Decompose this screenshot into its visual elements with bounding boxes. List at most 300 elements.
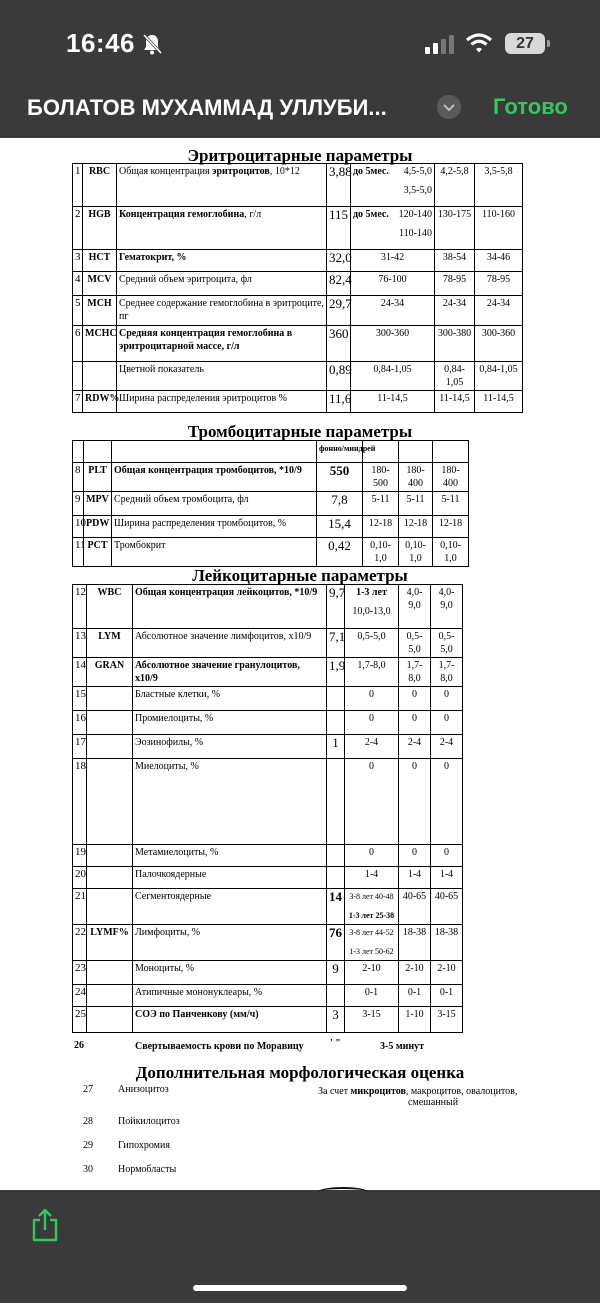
ref-range-3: 0 (431, 711, 463, 735)
ref-range-2: 0-1 (399, 985, 431, 1007)
ref-range-text: 0,10-1,0 (370, 540, 391, 564)
param-code: MCV (83, 272, 117, 296)
param-name (117, 326, 327, 362)
ref-range-2: 1-4 (399, 867, 431, 889)
result-value: 1,9 (327, 658, 345, 687)
status-time: 16:46 (66, 28, 135, 58)
ref-range-3: 2-4 (431, 735, 463, 759)
table-row (73, 538, 469, 567)
result-value: 7,8 (317, 492, 363, 516)
ref-range-1 (345, 735, 399, 759)
param-name (133, 585, 327, 629)
ref-range-text: 76-100 (378, 274, 407, 285)
ref-age: до 5мес. (353, 209, 389, 220)
param-code (87, 961, 133, 985)
result-value: 1 (327, 735, 345, 759)
ref-range-3: 11-14,5 (475, 391, 523, 413)
param-name-bold: Гематокрит, % (119, 252, 187, 263)
param-name-text: Метамиелоциты, % (135, 847, 219, 858)
result-value: 7,1 (327, 629, 345, 658)
ref-range-3: 5-11 (433, 492, 469, 516)
table-row (73, 296, 523, 326)
table-row (73, 391, 523, 413)
table-row (73, 362, 523, 391)
ref-range-text-2: 3,5-5,0 (403, 185, 432, 196)
ref-range-3: 34-46 (475, 250, 523, 272)
header-cell (433, 441, 469, 463)
param-name (133, 961, 327, 985)
param-name-text: Средний объем тромбоцита, фл (114, 494, 249, 505)
ref-range-2: 1-10 (399, 1007, 431, 1033)
ref-range-1 (351, 326, 435, 362)
header-cell (73, 441, 84, 463)
chevron-down-icon[interactable] (437, 95, 461, 119)
param-name (133, 867, 327, 889)
row-number: 18 (73, 759, 87, 845)
ref-range-text: 3-8 лет 40-48 (349, 892, 394, 901)
ref-range-3: 0,10-1,0 (433, 538, 469, 567)
ref-range-1 (351, 391, 435, 413)
table-row (73, 516, 469, 538)
table-row (73, 711, 463, 735)
morph-note-line2: смешанный (407, 1097, 459, 1108)
table-row (73, 250, 523, 272)
morph-number: 28 (83, 1116, 93, 1127)
table-row (73, 985, 463, 1007)
ref-range-text: 0 (369, 713, 374, 724)
result-value: 3 (327, 1007, 345, 1033)
ref-range-1 (351, 362, 435, 391)
param-code (87, 867, 133, 889)
param-code: RDW% (83, 391, 117, 413)
param-name-text: Абсолютное значение гранулоцитов, х10/9 (135, 660, 300, 684)
ref-range-3: 110-160 (475, 207, 523, 250)
morph-name: Пойкилоцитоз (118, 1116, 180, 1127)
ref-range-text: 31-42 (380, 252, 405, 263)
param-code (87, 985, 133, 1007)
morph-number: 29 (83, 1140, 93, 1151)
param-code (87, 845, 133, 867)
ref-range-2: 130-175 (435, 207, 475, 250)
ref-range-3: 18-38 (431, 925, 463, 961)
ref-range-text: 12-18 (368, 518, 393, 529)
header-cell (112, 441, 317, 463)
row-number: 6 (73, 326, 83, 362)
ref-range-2: 4,0-9,0 (399, 585, 431, 629)
ref-range-2: 0 (399, 845, 431, 867)
done-button[interactable]: Готово (493, 94, 568, 119)
ref-range-text: 24-34 (380, 298, 405, 309)
ref-range-2: 11-14,5 (435, 391, 475, 413)
ref-range-1 (363, 492, 399, 516)
param-name-bold: Концентрация гемоглобина (119, 209, 245, 220)
result-value: 360 (327, 326, 351, 362)
row-number: 4 (73, 272, 83, 296)
table-row (73, 961, 463, 985)
morph-note (318, 1086, 518, 1108)
ref-range-3: 40-65 (431, 889, 463, 925)
param-code: MCHC (83, 326, 117, 362)
row-number: 11 (73, 538, 84, 567)
ref-range-3: 1,7-8,0 (431, 658, 463, 687)
table-row (73, 207, 523, 250)
ref-range-1 (351, 272, 435, 296)
param-name (117, 207, 327, 250)
ref-range-text: 1-3 лет (356, 587, 387, 598)
table-row (73, 1007, 463, 1033)
param-name (133, 1007, 327, 1033)
param-name (133, 629, 327, 658)
ref-range-text: 1-4 (364, 869, 379, 880)
row-number: 25 (73, 1007, 87, 1033)
param-name-text: Абсолютное значение лимфоцитов, х10/9 (135, 631, 312, 642)
param-name-bold: Средняя концентрация гемоглобина в эритроцитарной массе, г/л (119, 328, 293, 352)
param-name (133, 735, 327, 759)
ref-range-2: 0 (399, 711, 431, 735)
table-row (73, 735, 463, 759)
param-name-text: Эозинофилы, % (135, 737, 204, 748)
row-number: 16 (73, 711, 87, 735)
param-code: HCT (83, 250, 117, 272)
result-value: 0,89 (327, 362, 351, 391)
param-name (133, 658, 327, 687)
morph-note-bold: микроцитов (350, 1086, 406, 1097)
table-row (73, 164, 523, 207)
row-number: 17 (73, 735, 87, 759)
ref-range-3: 0,5-5,0 (431, 629, 463, 658)
param-name-text: Общая концентрация (119, 166, 213, 177)
row-number: 21 (73, 889, 87, 925)
ref-range-text: 3-15 (362, 1009, 381, 1020)
param-code: RBC (83, 164, 117, 207)
table-row (73, 585, 463, 629)
morph-number: 27 (83, 1084, 93, 1095)
ref-range-2: 40-65 (399, 889, 431, 925)
ref-range-text-2: 110-140 (399, 228, 432, 239)
table-row (73, 759, 463, 845)
row-number: 1 (73, 164, 83, 207)
ref-range-1 (345, 687, 399, 711)
document-page (0, 138, 600, 1190)
header-cell (317, 441, 376, 463)
ref-range-3: 0 (431, 759, 463, 845)
result-value: 29,7 (327, 296, 351, 326)
result-value (327, 867, 345, 889)
ref-range-1 (345, 759, 399, 845)
ref-range-3: 0-1 (431, 985, 463, 1007)
ref-range-text: 0-1 (364, 987, 379, 998)
section-title-morph: Дополнительная морфологическая оценка (135, 1063, 465, 1082)
morph-note-pre: За счет (318, 1086, 351, 1097)
ref-range-3: 3,5-5,8 (475, 164, 523, 207)
param-name-text: Тромбокрит (114, 540, 166, 551)
result-value: 76 (327, 925, 345, 961)
ref-range-text-2: 1-3 лет 50-62 (349, 947, 394, 956)
param-code: LYMF% (87, 925, 133, 961)
ref-range-1 (351, 207, 435, 250)
morph-name: Анизоцитоз (118, 1084, 169, 1095)
device-note: фонно/миндрей (319, 444, 376, 453)
ref-range-2: 0,84-1,05 (435, 362, 475, 391)
param-code: PDW (84, 516, 112, 538)
ref-range-3: 0,84-1,05 (475, 362, 523, 391)
param-code (87, 711, 133, 735)
row-number: 20 (73, 867, 87, 889)
param-name (112, 516, 317, 538)
param-name (133, 889, 327, 925)
param-code: MCH (83, 296, 117, 326)
result-value: 9 (327, 961, 345, 985)
param-name (117, 296, 327, 326)
param-code (87, 687, 133, 711)
result-value: 82,4 (327, 272, 351, 296)
ref-range-1 (345, 585, 399, 629)
param-name-text: Ширина распределения тромбоцитов, % (114, 518, 287, 529)
result-value (327, 687, 345, 711)
param-code: GRAN (87, 658, 133, 687)
param-name (133, 985, 327, 1007)
battery-indicator: 27 (505, 33, 545, 54)
result-value: 3,88 (327, 164, 351, 207)
result-value (327, 759, 345, 845)
ref-range-text: 0 (369, 761, 374, 772)
result-value: 9,7 (327, 585, 345, 629)
ref-range-1 (345, 925, 399, 961)
param-name-text: Лимфоциты, % (135, 927, 201, 938)
ref-range-2: 2-10 (399, 961, 431, 985)
result-value: 0,42 (317, 538, 363, 567)
ref-range-2: 18-38 (399, 925, 431, 961)
ref-range-2: 5-11 (399, 492, 433, 516)
row-number: 13 (73, 629, 87, 658)
ref-range-3: 24-34 (475, 296, 523, 326)
param-code: WBC (87, 585, 133, 629)
result-value: 32,0 (327, 250, 351, 272)
result-value: 15,4 (317, 516, 363, 538)
param-name-text: Сегментоядерные (135, 891, 212, 902)
page-edge (318, 1187, 368, 1197)
ref-range-3: 0 (431, 687, 463, 711)
ref-range-text: 11-14,5 (377, 393, 408, 404)
ref-range-2: 300-380 (435, 326, 475, 362)
erythro-table (72, 163, 523, 413)
param-code: PCT (84, 538, 112, 567)
row-number: 15 (73, 687, 87, 711)
ref-range-text: 180-500 (371, 465, 390, 489)
ref-range-1 (345, 629, 399, 658)
param-name-text: СОЭ по Панченкову (мм/ч) (135, 1009, 259, 1020)
document-title[interactable]: БОЛАТОВ МУХАММАД УЛЛУБИ... (27, 95, 387, 120)
param-code: LYM (87, 629, 133, 658)
section-title-thrombo: Тромбоцитарные параметры (187, 422, 413, 441)
result-value: 14 (327, 889, 345, 925)
param-name (133, 687, 327, 711)
result-value (327, 711, 345, 735)
ref-range-text: 300-360 (375, 328, 410, 339)
param-name-text: Средний объем эритроцита, фл (119, 274, 252, 285)
morph-name: Нормобласты (118, 1164, 177, 1175)
param-name (117, 164, 327, 207)
section-title-erythro: Эритроцитарные параметры (187, 146, 413, 165)
param-name (133, 925, 327, 961)
table-header-row (73, 441, 469, 463)
ref-range-2: 0 (399, 759, 431, 845)
param-code: HGB (83, 207, 117, 250)
row-26-name: Свертываемость крови по Моравицу (135, 1041, 304, 1052)
header-cell (84, 441, 112, 463)
ref-range-3: 78-95 (475, 272, 523, 296)
signal-icon (425, 34, 457, 54)
param-name-text: Промиелоциты, % (135, 713, 214, 724)
ref-range-3: 1-4 (431, 867, 463, 889)
ref-range-text-2: 1-3 лет 25-38 (348, 911, 395, 920)
row-26-range: 3-5 минут (380, 1041, 425, 1052)
ref-range-text: 0 (369, 847, 374, 858)
ref-range-2: 0 (399, 687, 431, 711)
row-number: 8 (73, 463, 84, 492)
bell-slash-icon (142, 33, 162, 55)
row-26-value: ' " (330, 1038, 341, 1049)
home-indicator (193, 1285, 407, 1291)
param-name-text: Атипичные мононуклеары, % (135, 987, 263, 998)
param-name-text: Моноциты, % (135, 963, 195, 974)
param-name (133, 845, 327, 867)
ref-range-text: 3-8 лет 44-52 (349, 928, 394, 937)
ref-range-2: 0,10-1,0 (399, 538, 433, 567)
morph-name: Гипохромия (118, 1140, 170, 1151)
param-name (112, 492, 317, 516)
leuko-table (72, 584, 463, 1033)
table-row (73, 272, 523, 296)
table-row (73, 658, 463, 687)
param-code: MPV (84, 492, 112, 516)
result-value: 550 (317, 463, 363, 492)
ref-range-1 (345, 961, 399, 985)
result-value (327, 845, 345, 867)
ref-range-1 (345, 658, 399, 687)
row-number: 24 (73, 985, 87, 1007)
status-bar (0, 0, 600, 88)
param-name (117, 362, 327, 391)
row-number: 22 (73, 925, 87, 961)
param-name (133, 759, 327, 845)
ref-range-1 (363, 516, 399, 538)
param-name (112, 538, 317, 567)
ref-range-1 (345, 889, 399, 925)
ref-range-3: 0 (431, 845, 463, 867)
ref-range-3: 4,0-9,0 (431, 585, 463, 629)
param-code (83, 362, 117, 391)
table-row (73, 867, 463, 889)
ref-range-1 (351, 296, 435, 326)
param-code (87, 889, 133, 925)
table-row (73, 925, 463, 961)
row-number (73, 362, 83, 391)
ref-range-1 (363, 538, 399, 567)
param-name-text: Общая концентрация лейкоцитов, *10/9 (135, 587, 318, 598)
ref-range-2: 78-95 (435, 272, 475, 296)
share-icon[interactable] (30, 1208, 60, 1242)
param-name-unit: , 10*12 (269, 166, 300, 177)
nav-bar (0, 88, 600, 138)
bottom-toolbar (0, 1190, 600, 1303)
ref-range-2: 1,7-8,0 (399, 658, 431, 687)
row-number: 10 (73, 516, 84, 538)
ref-range-text: 0,5-5,0 (357, 631, 386, 642)
result-value: 11,6 (327, 391, 351, 413)
param-name-text: Бластные клетки, % (135, 689, 221, 700)
ref-range-1 (345, 711, 399, 735)
param-name-unit: , г/л (244, 209, 262, 220)
ref-range-3: 3-15 (431, 1007, 463, 1033)
param-code (87, 735, 133, 759)
table-row (73, 889, 463, 925)
ref-age: до 5мес. (353, 166, 389, 177)
ref-range-2: 2-4 (399, 735, 431, 759)
row-number: 23 (73, 961, 87, 985)
ref-range-1 (345, 845, 399, 867)
ref-range-2: 38-54 (435, 250, 475, 272)
morph-number: 30 (83, 1164, 93, 1175)
table-row (73, 492, 469, 516)
table-row (73, 845, 463, 867)
thrombo-table (72, 440, 469, 567)
param-name (117, 250, 327, 272)
ref-range-text: 0,84-1,05 (373, 364, 412, 375)
ref-range-3: 12-18 (433, 516, 469, 538)
ref-range-text: 5-11 (371, 494, 390, 505)
ref-range-3: 300-360 (475, 326, 523, 362)
param-name-text: Общая концентрация тромбоцитов, *10/9 (114, 465, 302, 476)
ref-range-text: 4,5-5,0 (403, 166, 432, 177)
row-number: 9 (73, 492, 84, 516)
ref-range-1 (345, 985, 399, 1007)
row-number: 14 (73, 658, 87, 687)
param-name-text: Ширина распределения эритроцитов % (119, 393, 288, 404)
ref-range-text: 1,7-8,0 (357, 660, 386, 671)
table-row (73, 687, 463, 711)
ref-range-2: 12-18 (399, 516, 433, 538)
ref-range-2: 24-34 (435, 296, 475, 326)
section-title-leuko: Лейкоцитарные параметры (192, 566, 408, 585)
table-row (73, 326, 523, 362)
row-number: 19 (73, 845, 87, 867)
row-number: 2 (73, 207, 83, 250)
ref-range-3: 2-10 (431, 961, 463, 985)
morph-note-post: , макроцитов, овалоцитов, (405, 1086, 518, 1097)
ref-range-1 (345, 867, 399, 889)
row-number: 12 (73, 585, 87, 629)
ref-range-1 (351, 250, 435, 272)
param-name-text: Палочкоядерные (135, 869, 207, 880)
ref-range-2: 4,2-5,8 (435, 164, 475, 207)
param-name (117, 272, 327, 296)
table-row (73, 463, 469, 492)
ref-range-3: 180-400 (433, 463, 469, 492)
ref-range-1 (351, 164, 435, 207)
row-26-number: 26 (74, 1040, 84, 1051)
param-name (112, 463, 317, 492)
param-name-bold: эритроцитов (212, 166, 270, 177)
row-number: 3 (73, 250, 83, 272)
ref-range-text-2: 10,0-13,0 (352, 606, 391, 617)
param-code: PLT (84, 463, 112, 492)
ref-range-1 (363, 463, 399, 492)
param-name-text: Среднее содержание гемоглобина в эритроците, пг (119, 298, 324, 322)
wifi-icon (465, 32, 493, 54)
param-name-text: Цветной показатель (119, 364, 204, 375)
ref-range-1 (345, 1007, 399, 1033)
